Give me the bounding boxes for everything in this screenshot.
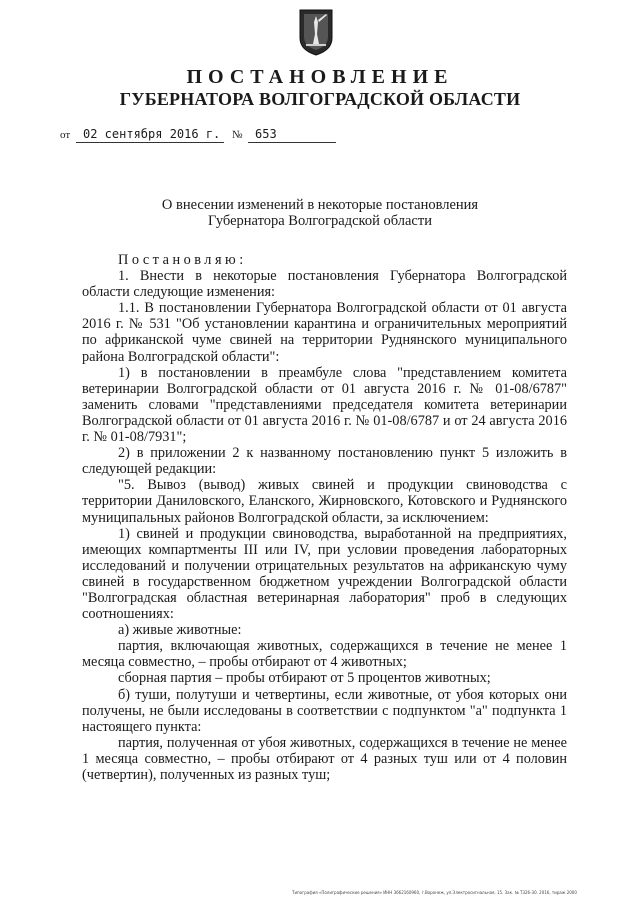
document-title: ПОСТАНОВЛЕНИЕ xyxy=(186,66,454,88)
paragraph: а) живые животные: xyxy=(118,622,242,639)
paragraph: 1.1. В постановлении Губернатора Волгоградской области от 01 августа 2016 г. № 531 "Об установлении карантина и ограничительных мероприятий по африканской чуме свиней на территории Руднянского муниципального района Волгоградской области": xyxy=(82,300,567,365)
printer-imprint: Типография «Полиграфические решения» ИНН 3662160960, г.Воронеж, ул.Электросигнальная, 15. Зак. № Т326-30. 2016, тираж 2000 xyxy=(292,890,577,895)
date-label: от xyxy=(60,129,71,141)
paragraph: "5. Вывоз (вывод) живых свиней и продукции свиноводства с территории Даниловского, Еланского, Жирновского, Котовского и Руднянского муниципальных районов Волгоградской области, за исключением: xyxy=(82,477,567,526)
paragraph: 1) в постановлении в преамбуле слова "представлением комитета ветеринарии Волгоградской области от 01 августа 2016 г. № 01-08/6787" заменить словами "представлениями председателя комитета ветеринарии Волгоградской области от 01 августа 2016 г. № 01-08/6787 и от 24 августа 2016 г. № 01-08/7931"; xyxy=(82,364,567,446)
paragraph: 1. Внести в некоторые постановления Губернатора Волгоградской области следующие изменения: xyxy=(82,268,567,301)
preamble: Постановляю: xyxy=(118,252,247,268)
volgograd-coat-of-arms-icon xyxy=(298,8,334,56)
paragraph: 2) в приложении 2 к названному постановлению пункт 5 изложить в следующей редакции: xyxy=(82,445,567,478)
number-underline xyxy=(248,142,336,143)
subject-line-1: О внесении изменений в некоторые постановления xyxy=(161,197,479,213)
subject-line-2: Губернатора Волгоградской области xyxy=(208,213,432,229)
paragraph: б) туши, полутуши и четвертины, если животные, от убоя которых они получены, не были исследованы в соответствии с подпунктом "а" подпункта 1 настоящего пункта: xyxy=(82,686,567,735)
document-subject xyxy=(80,197,560,229)
paragraph: сборная партия – пробы отбирают от 5 процентов животных; xyxy=(118,670,491,687)
document-body xyxy=(82,252,567,783)
date-underline xyxy=(76,142,224,143)
document-issuer: ГУБЕРНАТОРА ВОЛГОГРАДСКОЙ ОБЛАСТИ xyxy=(119,89,521,109)
paragraph: партия, полученная от убоя животных, содержащихся в течение не менее 1 месяца совместно, – пробы отбирают от 4 разных туш или от 4 половин (четвертин), полученных из разных туш; xyxy=(82,734,567,783)
document-number: 653 xyxy=(255,127,277,141)
paragraph: 1) свиней и продукции свиноводства, выработанной на предприятиях, имеющих компартменты III или IV, при условии проведения лабораторных исследований и получении отрицательных результатов на африканскую чуму свиней в государственном бюджетном учреждении Волгоградской области "Волгоградская областная ветеринарная лаборатория" проб в следующих соотношениях: xyxy=(82,525,567,623)
document-meta xyxy=(60,127,360,147)
paragraph: партия, включающая животных, содержащихся в течение не менее 1 месяца совместно, – пробы отбирают от 4 животных; xyxy=(82,638,567,671)
number-label: № xyxy=(232,129,243,141)
document-date: 02 сентября 2016 г. xyxy=(83,127,221,141)
